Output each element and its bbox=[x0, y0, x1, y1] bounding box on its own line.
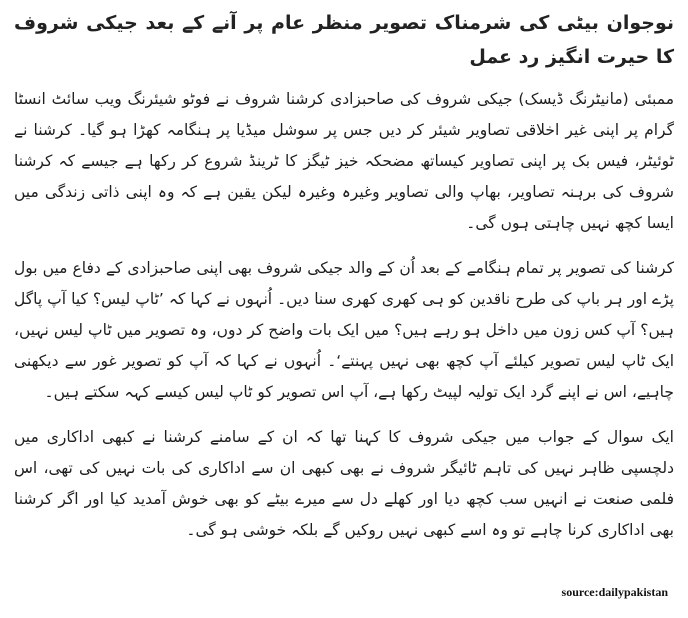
headline: نوجوان بیٹی کی شرمناک تصویر منظر عام پر آنے کے بعد جیکی شروف کا حیرت انگیز رد عمل bbox=[14, 12, 674, 68]
source-credit: source:dailypakistan bbox=[561, 585, 668, 599]
article bbox=[14, 6, 674, 560]
paragraph-intro: ممبئی (مانیٹرنگ ڈیسک) جیکی شروف کی صاحبزادی کرشنا شروف نے فوٹو شیئرنگ ویب سائٹ انسٹا گرام پر اپنی غیر اخلاقی تصاویر شیئر کر دیں جس پر سوشل میڈیا پر ہنگامہ کھڑا ہو گیا۔ کرشنا نے ٹوئیٹر، فیس بک پر اپنی تصاویر کیساتھ مضحکہ خیز ٹیگز کا ٹرینڈ شروع کر رکھا ہے جیسے کہ کرشنا شروف کی برہنہ تصاویر، بھاپ والی تصاویر وغیرہ وغیرہ لیکن یقین ہے کہ وہ اپنی ذاتی زندگی میں ایسا کچھ نہیں چاہتی ہوں گی۔ bbox=[14, 90, 674, 232]
paragraph-father-reaction: کرشنا کی تصویر پر تمام ہنگامے کے بعد اُن کے والد جیکی شروف بھی اپنی صاحبزادی کے دفاع میں بول پڑے اور ہر باپ کی طرح ناقدین کو ہی کھری کھری سنا دیں۔ اُنہوں نے کہا کہ ’ٹاپ لیس؟ کیا آپ پاگل ہیں؟ آپ کس زون میں داخل ہو رہے ہیں؟ میں ایک بات واضح کر دوں، وہ تصویر میں ٹاپ لیس نہیں، ایک ٹاپ لیس تصویر کیلئے آپ کچھ بھی نہیں پہنتے‘۔ اُنہوں نے کہا کہ آپ کو تصویر غور سے دیکھنی چاہیے، اس نے اپنے گرد ایک تولیہ لپیٹ رکھا ہے، آپ اس تصویر کو ٹاپ لیس کیسے کہہ سکتے ہیں۔ bbox=[14, 259, 674, 401]
paragraph-acting-question: ایک سوال کے جواب میں جیکی شروف کا کہنا تھا کہ ان کے سامنے کرشنا نے کبھی اداکاری میں دلچسپی ظاہر نہیں کی تاہم ٹائیگر شروف نے بھی کبھی ان سے اداکاری کی بات نہیں کی تھی، اس فلمی صنعت نے انہیں سب کچھ دیا اور کھلے دل سے میرے بیٹے کو بھی خوش آمدید کیا اور اگر کرشنا بھی اداکاری کرنا چاہے تو وہ اسے کبھی نہیں روکیں گے بلکہ خوشی ہو گی۔ bbox=[14, 428, 674, 539]
